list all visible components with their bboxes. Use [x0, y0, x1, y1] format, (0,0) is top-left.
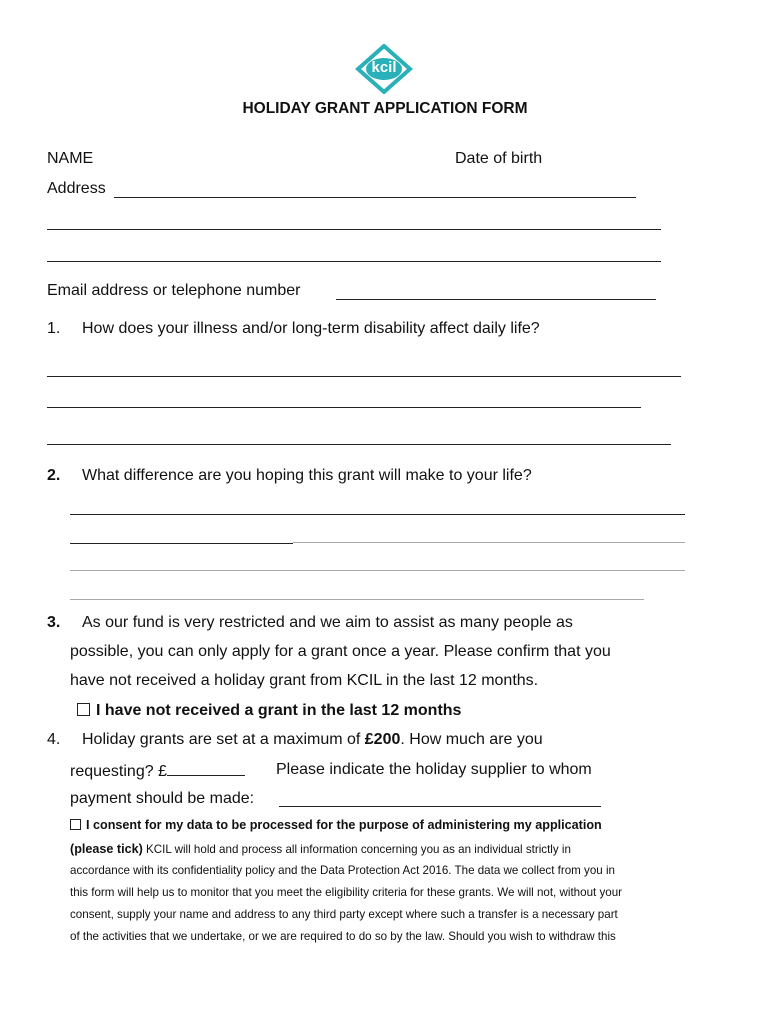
- consent-text-4: consent, supply your name and address to any third party except where such a transfer is a necessary part: [70, 908, 618, 921]
- consent-text-1-body: KCIL will hold and process all information concerning you as an individual strictly in: [146, 843, 571, 856]
- q3-line-2: possible, you can only apply for a grant once a year. Please confirm that you: [70, 643, 611, 660]
- address-line-2[interactable]: [47, 229, 661, 230]
- contact-label: Email address or telephone number: [47, 282, 301, 299]
- form-title: HOLIDAY GRANT APPLICATION FORM: [242, 100, 528, 117]
- q3-checkbox[interactable]: [77, 703, 90, 716]
- q1-answer-line-2[interactable]: [47, 407, 641, 408]
- q4-line-1-post: . How much are you: [400, 731, 543, 748]
- q1-number: 1.: [47, 320, 61, 337]
- kcil-logo: [355, 44, 413, 94]
- kcil-logo-text: kcil: [371, 59, 397, 76]
- consent-tick-label: (please tick): [70, 842, 143, 856]
- q2-answer-line-2b[interactable]: [293, 542, 685, 543]
- consent-text-2: accordance with its confidentiality policy and the Data Protection Act 2016. The data we collect from you in: [70, 864, 615, 877]
- q3-checkbox-row: [77, 702, 461, 720]
- q4-line-3: payment should be made:: [70, 790, 255, 807]
- q2-answer-line-4[interactable]: [70, 599, 644, 600]
- consent-checkbox-row: [70, 818, 602, 832]
- q3-number: 3.: [47, 614, 61, 631]
- q2-text: What difference are you hoping this grant will make to your life?: [82, 467, 532, 484]
- q3-line-1: As our fund is very restricted and we aim to assist as many people as: [82, 614, 573, 631]
- name-label: NAME: [47, 150, 94, 167]
- q4-line-1-pre: Holiday grants are set at a maximum of: [82, 731, 365, 748]
- consent-text-5: of the activities that we undertake, or we are required to do so by the law. Should you wish to withdraw this: [70, 930, 616, 943]
- q1-text: How does your illness and/or long-term disability affect daily life?: [82, 320, 540, 337]
- dob-label: Date of birth: [455, 150, 543, 167]
- q3-line-3: have not received a holiday grant from KCIL in the last 12 months.: [70, 672, 539, 689]
- q1-answer-line-1[interactable]: [47, 376, 681, 377]
- address-line-3[interactable]: [47, 261, 661, 262]
- q4-number: 4.: [47, 731, 61, 748]
- q4-max-amount: £200: [364, 731, 401, 748]
- q4-request-label: requesting? £: [70, 763, 167, 780]
- contact-line[interactable]: [336, 299, 656, 300]
- address-label: Address: [47, 180, 106, 197]
- consent-text-3: this form will help us to monitor that you meet the eligibility criteria for these grants. We will not, without your: [70, 886, 623, 899]
- q4-line-2: [70, 761, 245, 781]
- q4-supplier-line[interactable]: [279, 806, 601, 807]
- address-line-1[interactable]: [114, 197, 636, 198]
- q3-checkbox-label: I have not received a grant in the last 12 months: [96, 702, 462, 719]
- consent-text-1: [70, 838, 571, 861]
- q2-answer-line-1[interactable]: [70, 514, 685, 515]
- q2-answer-line-3[interactable]: [70, 570, 685, 571]
- q4-supplier-text: Please indicate the holiday supplier to whom: [276, 761, 592, 778]
- consent-checkbox[interactable]: [70, 819, 81, 830]
- q2-answer-line-2a[interactable]: [70, 543, 293, 544]
- q4-line-1: [82, 731, 543, 749]
- consent-checkbox-label: I consent for my data to be processed for the purpose of administering my application: [86, 818, 602, 832]
- q1-answer-line-3[interactable]: [47, 444, 671, 445]
- q2-number: 2.: [47, 467, 61, 484]
- q4-amount-field[interactable]: [167, 761, 245, 776]
